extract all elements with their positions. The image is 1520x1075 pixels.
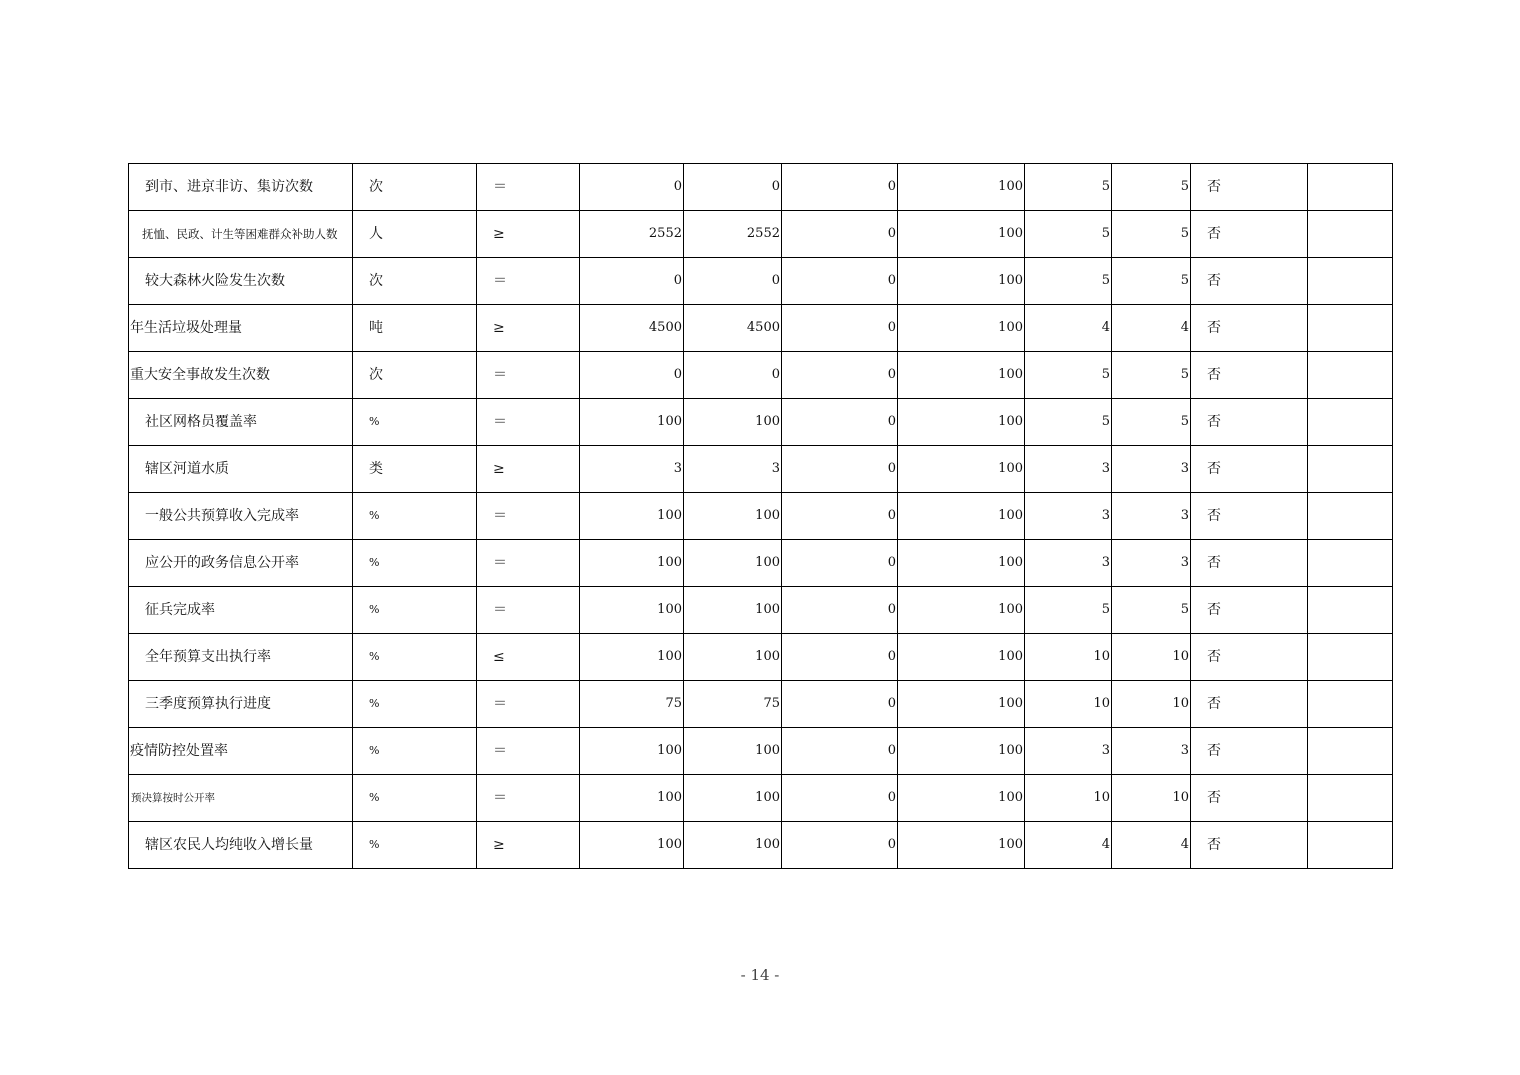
actual-score: 5 [1112, 587, 1191, 634]
actual-value: 100 [684, 587, 782, 634]
table-row [129, 540, 1393, 587]
completion-rate: 100 [898, 164, 1025, 211]
completion-rate: 100 [898, 352, 1025, 399]
indicator-unit: % [353, 775, 477, 822]
indicator-name: 较大森林火险发生次数 [129, 258, 353, 305]
remarks-cell [1308, 634, 1393, 681]
actual-score: 5 [1112, 399, 1191, 446]
actual-score: 3 [1112, 493, 1191, 540]
table-row [129, 352, 1393, 399]
actual-score: 4 [1112, 822, 1191, 869]
target-value: 0 [580, 352, 684, 399]
target-value: 100 [580, 587, 684, 634]
weight-score: 5 [1025, 399, 1112, 446]
remarks-cell [1308, 728, 1393, 775]
deduction-flag: 否 [1191, 634, 1308, 681]
deduction-flag: 否 [1191, 681, 1308, 728]
deduction-flag: 否 [1191, 493, 1308, 540]
actual-score: 3 [1112, 540, 1191, 587]
deduction-flag: 否 [1191, 305, 1308, 352]
weight-score: 3 [1025, 728, 1112, 775]
weight-score: 3 [1025, 493, 1112, 540]
actual-score: 10 [1112, 775, 1191, 822]
weight-score: 5 [1025, 258, 1112, 305]
completion-rate: 100 [898, 211, 1025, 258]
actual-score: 5 [1112, 258, 1191, 305]
weight-score: 5 [1025, 211, 1112, 258]
completion-rate: 100 [898, 634, 1025, 681]
table-body [129, 164, 1393, 869]
weight-score: 5 [1025, 587, 1112, 634]
comparison-operator: ＝ [477, 587, 580, 634]
indicator-unit: % [353, 634, 477, 681]
table-row [129, 822, 1393, 869]
remarks-cell [1308, 493, 1393, 540]
deviation-value: 0 [782, 587, 898, 634]
table-row [129, 305, 1393, 352]
comparison-operator: ≥ [477, 305, 580, 352]
actual-value: 100 [684, 399, 782, 446]
deduction-flag: 否 [1191, 352, 1308, 399]
completion-rate: 100 [898, 493, 1025, 540]
weight-score: 5 [1025, 164, 1112, 211]
comparison-operator: ≥ [477, 211, 580, 258]
table-row [129, 775, 1393, 822]
indicator-name: 征兵完成率 [129, 587, 353, 634]
actual-value: 2552 [684, 211, 782, 258]
deduction-flag: 否 [1191, 587, 1308, 634]
indicator-unit: % [353, 399, 477, 446]
actual-score: 10 [1112, 634, 1191, 681]
actual-value: 100 [684, 822, 782, 869]
actual-score: 3 [1112, 446, 1191, 493]
target-value: 100 [580, 399, 684, 446]
weight-score: 10 [1025, 775, 1112, 822]
table-row [129, 258, 1393, 305]
actual-score: 5 [1112, 352, 1191, 399]
actual-score: 3 [1112, 728, 1191, 775]
remarks-cell [1308, 305, 1393, 352]
indicator-name: 一般公共预算收入完成率 [129, 493, 353, 540]
deviation-value: 0 [782, 775, 898, 822]
completion-rate: 100 [898, 399, 1025, 446]
completion-rate: 100 [898, 587, 1025, 634]
completion-rate: 100 [898, 446, 1025, 493]
indicator-table [128, 163, 1393, 869]
deviation-value: 0 [782, 305, 898, 352]
indicator-name: 辖区农民人均纯收入增长量 [129, 822, 353, 869]
remarks-cell [1308, 399, 1393, 446]
indicator-name: 应公开的政务信息公开率 [129, 540, 353, 587]
actual-score: 5 [1112, 164, 1191, 211]
indicator-name: 三季度预算执行进度 [129, 681, 353, 728]
deduction-flag: 否 [1191, 775, 1308, 822]
indicator-name: 到市、进京非访、集访次数 [129, 164, 353, 211]
target-value: 100 [580, 493, 684, 540]
indicator-name: 全年预算支出执行率 [129, 634, 353, 681]
deviation-value: 0 [782, 540, 898, 587]
indicator-name: 重大安全事故发生次数 [129, 352, 353, 399]
deviation-value: 0 [782, 822, 898, 869]
remarks-cell [1308, 446, 1393, 493]
comparison-operator: ＝ [477, 540, 580, 587]
actual-value: 100 [684, 540, 782, 587]
weight-score: 4 [1025, 305, 1112, 352]
actual-value: 100 [684, 775, 782, 822]
completion-rate: 100 [898, 540, 1025, 587]
remarks-cell [1308, 164, 1393, 211]
weight-score: 10 [1025, 681, 1112, 728]
actual-value: 100 [684, 634, 782, 681]
target-value: 0 [580, 258, 684, 305]
table-row [129, 587, 1393, 634]
remarks-cell [1308, 587, 1393, 634]
deviation-value: 0 [782, 352, 898, 399]
remarks-cell [1308, 681, 1393, 728]
table-row [129, 493, 1393, 540]
comparison-operator: ≤ [477, 634, 580, 681]
target-value: 2552 [580, 211, 684, 258]
weight-score: 10 [1025, 634, 1112, 681]
indicator-name: 抚恤、民政、计生等困难群众补助人数 [129, 211, 353, 258]
comparison-operator: ＝ [477, 352, 580, 399]
target-value: 100 [580, 634, 684, 681]
indicator-unit: % [353, 540, 477, 587]
actual-value: 3 [684, 446, 782, 493]
comparison-operator: ＝ [477, 258, 580, 305]
indicator-unit: 吨 [353, 305, 477, 352]
comparison-operator: ≥ [477, 446, 580, 493]
target-value: 100 [580, 822, 684, 869]
table-row [129, 728, 1393, 775]
indicator-unit: 次 [353, 352, 477, 399]
comparison-operator: ＝ [477, 164, 580, 211]
actual-value: 75 [684, 681, 782, 728]
target-value: 0 [580, 164, 684, 211]
indicator-unit: % [353, 728, 477, 775]
comparison-operator: ＝ [477, 775, 580, 822]
weight-score: 5 [1025, 352, 1112, 399]
indicator-unit: 人 [353, 211, 477, 258]
table-row [129, 211, 1393, 258]
comparison-operator: ＝ [477, 681, 580, 728]
deduction-flag: 否 [1191, 446, 1308, 493]
indicator-name: 辖区河道水质 [129, 446, 353, 493]
deduction-flag: 否 [1191, 211, 1308, 258]
indicator-unit: 次 [353, 258, 477, 305]
deviation-value: 0 [782, 164, 898, 211]
page-number: - 14 - [740, 966, 780, 984]
actual-value: 100 [684, 728, 782, 775]
target-value: 100 [580, 540, 684, 587]
actual-value: 0 [684, 164, 782, 211]
indicator-unit: % [353, 587, 477, 634]
deduction-flag: 否 [1191, 540, 1308, 587]
actual-value: 0 [684, 258, 782, 305]
remarks-cell [1308, 352, 1393, 399]
table-row [129, 164, 1393, 211]
deviation-value: 0 [782, 493, 898, 540]
deviation-value: 0 [782, 446, 898, 493]
indicator-unit: 次 [353, 164, 477, 211]
comparison-operator: ＝ [477, 493, 580, 540]
actual-value: 4500 [684, 305, 782, 352]
completion-rate: 100 [898, 305, 1025, 352]
actual-score: 10 [1112, 681, 1191, 728]
deviation-value: 0 [782, 211, 898, 258]
indicator-name: 年生活垃圾处理量 [129, 305, 353, 352]
deduction-flag: 否 [1191, 258, 1308, 305]
comparison-operator: ＝ [477, 728, 580, 775]
remarks-cell [1308, 211, 1393, 258]
completion-rate: 100 [898, 258, 1025, 305]
deduction-flag: 否 [1191, 728, 1308, 775]
indicator-unit: % [353, 681, 477, 728]
completion-rate: 100 [898, 775, 1025, 822]
actual-score: 4 [1112, 305, 1191, 352]
remarks-cell [1308, 540, 1393, 587]
table-row [129, 446, 1393, 493]
target-value: 75 [580, 681, 684, 728]
weight-score: 3 [1025, 540, 1112, 587]
weight-score: 3 [1025, 446, 1112, 493]
completion-rate: 100 [898, 822, 1025, 869]
deduction-flag: 否 [1191, 164, 1308, 211]
indicator-unit: 类 [353, 446, 477, 493]
table-row [129, 681, 1393, 728]
deviation-value: 0 [782, 728, 898, 775]
indicator-name: 社区网格员覆盖率 [129, 399, 353, 446]
actual-value: 0 [684, 352, 782, 399]
deduction-flag: 否 [1191, 822, 1308, 869]
comparison-operator: ＝ [477, 399, 580, 446]
indicator-unit: % [353, 493, 477, 540]
remarks-cell [1308, 822, 1393, 869]
target-value: 100 [580, 775, 684, 822]
target-value: 4500 [580, 305, 684, 352]
indicator-name: 预决算按时公开率 [129, 775, 353, 822]
deduction-flag: 否 [1191, 399, 1308, 446]
deviation-value: 0 [782, 399, 898, 446]
target-value: 3 [580, 446, 684, 493]
remarks-cell [1308, 258, 1393, 305]
remarks-cell [1308, 775, 1393, 822]
indicator-unit: % [353, 822, 477, 869]
completion-rate: 100 [898, 728, 1025, 775]
indicator-name: 疫情防控处置率 [129, 728, 353, 775]
deviation-value: 0 [782, 258, 898, 305]
weight-score: 4 [1025, 822, 1112, 869]
actual-score: 5 [1112, 211, 1191, 258]
completion-rate: 100 [898, 681, 1025, 728]
target-value: 100 [580, 728, 684, 775]
comparison-operator: ≥ [477, 822, 580, 869]
table-row [129, 634, 1393, 681]
deviation-value: 0 [782, 681, 898, 728]
actual-value: 100 [684, 493, 782, 540]
deviation-value: 0 [782, 634, 898, 681]
table-row [129, 399, 1393, 446]
